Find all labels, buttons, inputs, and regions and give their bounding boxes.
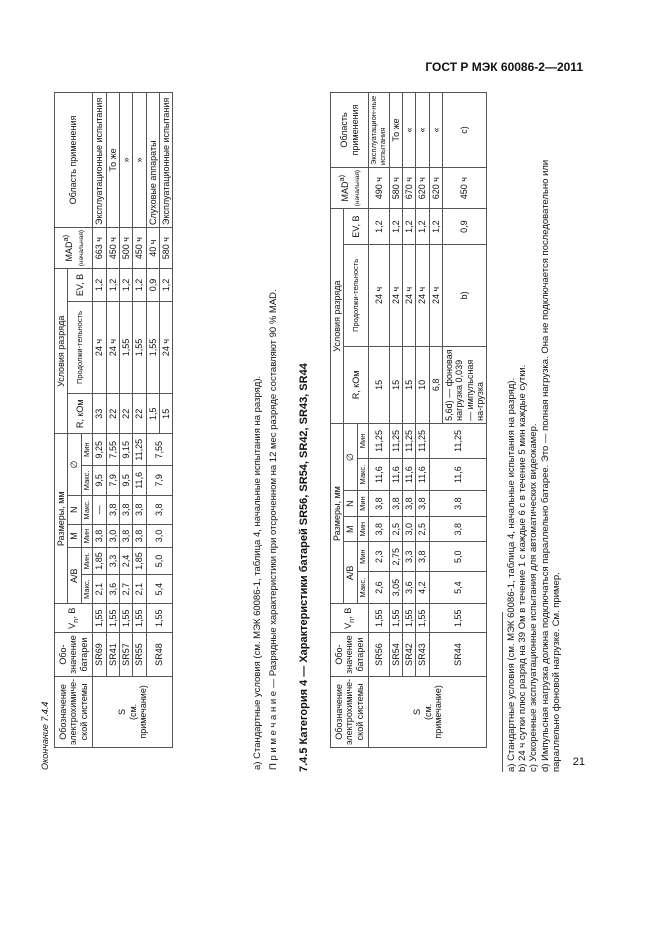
cell: 22 <box>133 394 146 434</box>
cell: 7,55 <box>146 434 173 466</box>
col-d-min: Мин <box>357 423 369 458</box>
battery-cell: SR42 <box>402 633 415 677</box>
cell: 580 ч <box>160 228 173 269</box>
cell: 3,3 <box>402 542 415 571</box>
cell: 5,0 <box>146 548 173 575</box>
system-cell: S (см. примечание) <box>369 676 487 747</box>
cell: 663 ч <box>93 228 106 269</box>
col-dimensions: Размеры, мм <box>55 434 68 604</box>
cell: 1,2 <box>106 269 119 301</box>
cell: 1,2 <box>93 269 106 301</box>
cell: 11,6 <box>429 458 487 490</box>
cell: 24 ч <box>402 244 415 346</box>
cell: 1,2 <box>429 209 442 245</box>
cell: 500 ч <box>120 228 133 269</box>
cell: 11,25 <box>429 423 487 458</box>
cell: 1,55 <box>416 604 429 633</box>
cell: c) <box>442 93 486 168</box>
table-row <box>369 93 389 748</box>
cell: 11,6 <box>369 458 389 490</box>
cell: 2,1 <box>133 574 146 603</box>
col-m-min: Мин <box>357 516 369 542</box>
footnote-c: c) Ускоренные эксплуатационные испытания для автоматических видеокамер. <box>528 423 540 772</box>
cell: 24 ч <box>106 301 119 394</box>
cell: 490 ч <box>369 168 389 209</box>
cell: 1,55 <box>389 604 402 633</box>
cell: 1,55 <box>106 604 119 633</box>
cell: « <box>416 93 429 168</box>
col-application: Область применения <box>55 93 93 228</box>
cell: 15 <box>160 394 173 434</box>
col-battery: Обо-значение батареи <box>331 633 369 677</box>
table1-footnote-a: a) Стандартные условия (см. МЭК 60086-1, таблица 4, начальные испытания на разряд). <box>252 375 263 770</box>
cell: 580 ч <box>389 168 402 209</box>
cell: 3,0 <box>106 524 119 547</box>
table-row <box>146 93 159 748</box>
cell: 11,25 <box>389 423 402 458</box>
table-row <box>429 93 442 748</box>
cell: 1,55 <box>146 604 173 633</box>
col-duration: Продолжи-тельность <box>344 244 369 346</box>
cell: 24 ч <box>369 244 389 346</box>
footnote-divider <box>502 612 503 772</box>
cell: 1,55 <box>120 604 133 633</box>
cell: 33 <box>93 394 106 434</box>
cell: 22 <box>120 394 133 434</box>
cell: 40 ч <box>146 228 159 269</box>
cell: 5,4 <box>429 571 487 603</box>
cell: 5,6d) — фоновая нагрузка 0,039 — импульсная на-грузка <box>442 346 486 423</box>
cell: Слуховые аппараты <box>146 93 159 228</box>
cell: 5,4 <box>146 574 173 603</box>
cell: 3,0 <box>146 524 173 547</box>
col-ab-min: Мин. <box>81 548 93 575</box>
cell: 3,6 <box>402 571 415 603</box>
cell: 1,2 <box>120 269 133 301</box>
col-d: ∅ <box>68 434 81 495</box>
col-designation: Обозначение электрохимиче-ской системы <box>331 676 369 747</box>
cell: 11,25 <box>133 434 146 466</box>
table-row <box>402 93 415 748</box>
cell: 24 ч <box>429 244 442 346</box>
cell: 11,6 <box>389 458 402 490</box>
cell: 24 ч <box>416 244 429 346</box>
cell: 1,2 <box>133 269 146 301</box>
battery-cell: SR54 <box>389 633 402 677</box>
cell: 2,5 <box>389 516 402 542</box>
cell: 3,8 <box>120 495 133 524</box>
cell: 1,5 <box>146 394 159 434</box>
col-mad: MAD$^{a)}$ (начальная) <box>331 168 369 209</box>
cell: 5,0 <box>429 542 487 571</box>
cell: 1,2 <box>402 209 415 245</box>
cell: 7,9 <box>146 466 173 495</box>
cell: 15 <box>402 346 415 423</box>
col-d-min: Мин <box>81 434 93 466</box>
cell: 2,7 <box>120 574 133 603</box>
cell: 450 ч <box>106 228 119 269</box>
cell: » <box>120 93 133 228</box>
cell: 9,15 <box>120 434 133 466</box>
cell: 2,4 <box>120 548 133 575</box>
col-mad: MAD$^{a)}$ (начальная) <box>55 228 93 269</box>
cell: 1,2 <box>416 209 429 245</box>
col-voltage: $V_n$, В <box>331 604 369 633</box>
col-dimensions: Размеры, мм <box>331 423 344 603</box>
cell: 620 ч <box>416 168 429 209</box>
cell: 1,2 <box>160 269 173 301</box>
col-discharge: Условия разряда <box>331 209 344 424</box>
cell: 1,2 <box>369 209 389 245</box>
cell: 0,9 <box>442 209 486 245</box>
col-r: R, кОм <box>344 346 369 423</box>
page-number: 21 <box>572 756 585 768</box>
col-ab-max: Макс. <box>357 571 369 603</box>
cell: 11,6 <box>133 466 146 495</box>
section-title: 7.4.5 Категория 4 — Характеристики батарей SR56, SR54, SR42, SR43, SR44 <box>298 363 310 772</box>
table-row <box>120 93 133 748</box>
col-ab-min: Мин <box>357 542 369 571</box>
cell: 1,55 <box>369 604 389 633</box>
cell: То же <box>389 93 402 168</box>
cell: 3,8 <box>120 524 133 547</box>
table-row <box>133 93 146 748</box>
footnote-a: a) Стандартные условия (см. МЭК 60086-1, таблица 4, начальные испытания на разряд). <box>506 377 517 772</box>
cell: 3,8 <box>133 524 146 547</box>
cell: 2,5 <box>416 516 429 542</box>
col-voltage: $V_n$, В <box>55 604 93 633</box>
cell: 670 ч <box>402 168 415 209</box>
col-d: ∅ <box>344 423 357 490</box>
col-n-min: Мин <box>357 491 369 517</box>
table-7-4-5 <box>330 92 487 748</box>
cell: Эксплуатацион-ные испытания <box>369 93 389 168</box>
table1-note: П р и м е ч а н и е — Разрядные характеристики при отсроченном на 12 мес разряде составляют 90 % MAD. <box>268 289 279 770</box>
cell: 3,05 <box>389 571 402 603</box>
cell: 3,8 <box>389 491 402 517</box>
battery-cell: SR48 <box>146 633 173 677</box>
battery-cell: SR57 <box>120 633 133 677</box>
col-designation: Обозначение электрохимиче-ской системы <box>55 676 93 747</box>
col-ab: A/B <box>68 548 81 604</box>
cell: 4,2 <box>416 571 429 603</box>
cell: » <box>133 93 146 228</box>
cell: 450 ч <box>133 228 146 269</box>
cell: 3,8 <box>133 495 146 524</box>
table-row <box>93 93 106 748</box>
cell: Эксплуатационные испытания <box>160 93 173 228</box>
col-r: R, кОм <box>68 394 93 434</box>
cell: 9,5 <box>93 466 106 495</box>
col-discharge: Условия разряда <box>55 269 68 434</box>
cell: 3,8 <box>402 491 415 517</box>
standard-header: ГОСТ Р МЭК 60086-2—2011 <box>425 60 583 74</box>
cell: « <box>402 93 415 168</box>
battery-cell: SR43 <box>416 633 429 677</box>
cell: 24 ч <box>93 301 106 394</box>
cell: 3,8 <box>429 491 487 517</box>
cell: 22 <box>106 394 119 434</box>
cell: 10 <box>416 346 429 423</box>
battery-cell: SR44 <box>429 633 487 677</box>
battery-cell: SR56 <box>369 633 389 677</box>
cell: 11,25 <box>402 423 415 458</box>
cell: 3,8 <box>416 491 429 517</box>
rotated-content <box>40 92 580 772</box>
cell: 2,75 <box>389 542 402 571</box>
cell: 1,85 <box>133 548 146 575</box>
col-application: Область применения <box>331 93 369 168</box>
footnote-d: d) Импульсная нагрузка должна подключаться параллельно батарее. Это — полная нагрузка. Она не подключается последовательно или параллельно фоновой нагрузке. См. пример. <box>539 159 562 772</box>
cell: 15 <box>389 346 402 423</box>
cell: 2,3 <box>369 542 389 571</box>
col-d-max: Макс. <box>357 458 369 490</box>
battery-cell: SR41 <box>106 633 119 677</box>
col-n: N <box>68 495 81 524</box>
cell: 1,85 <box>93 548 106 575</box>
cell: 620 ч <box>429 168 442 209</box>
cell: 11,6 <box>402 458 415 490</box>
cell: « <box>429 93 442 168</box>
cell: 1,2 <box>389 209 402 245</box>
cell: 1,55 <box>120 301 133 394</box>
cell: 6,8 <box>429 346 442 423</box>
cell: То же <box>106 93 119 228</box>
cell: 450 ч <box>442 168 486 209</box>
cell: 3,8 <box>416 542 429 571</box>
cell: 0,9 <box>146 269 159 301</box>
cell: 15 <box>369 346 389 423</box>
cell: b) <box>442 244 486 346</box>
table-row <box>416 93 429 748</box>
cell: 3,0 <box>402 516 415 542</box>
table-7-4-4 <box>54 92 173 748</box>
battery-cell: SR69 <box>93 633 106 677</box>
cell: 1,55 <box>146 301 159 394</box>
col-ab: A/B <box>344 542 357 604</box>
col-m: M <box>344 516 357 542</box>
cell: 3,8 <box>146 495 173 524</box>
cell: 1,55 <box>93 604 106 633</box>
cell: 3,8 <box>106 495 119 524</box>
cell: 3,8 <box>93 524 106 547</box>
cell: 3,8 <box>429 516 487 542</box>
col-battery: Обо-значение батареи <box>55 633 93 677</box>
cell: 3,8 <box>369 516 389 542</box>
cell: 3,3 <box>106 548 119 575</box>
col-ab-max: Макс. <box>81 574 93 603</box>
table-row <box>106 93 119 748</box>
system-cell: S (см. примечание) <box>93 676 173 747</box>
table-row <box>389 93 402 748</box>
footnotes <box>506 112 562 772</box>
cell: 2,6 <box>369 571 389 603</box>
cell: 1,55 <box>133 604 146 633</box>
col-duration: Продолжи-тельность <box>68 301 93 394</box>
col-n: N <box>344 491 357 517</box>
col-n-max: Макс. <box>81 495 93 524</box>
col-m-min: Мин <box>81 524 93 547</box>
cell: Эксплуатационные испытания <box>93 93 106 228</box>
cell: 7,55 <box>106 434 119 466</box>
col-ev: EV, В <box>68 269 93 301</box>
cell: 7,9 <box>106 466 119 495</box>
battery-cell: SR55 <box>133 633 146 677</box>
cell: 11,6 <box>416 458 429 490</box>
cell: 24 ч <box>160 301 173 394</box>
continuation-label: Окончание 7.4.4 <box>40 701 50 770</box>
cell: 9,25 <box>93 434 106 466</box>
cell: 11,25 <box>416 423 429 458</box>
col-d-max: Макс. <box>81 466 93 495</box>
cell: 1,55 <box>402 604 415 633</box>
col-ev: EV, В <box>344 209 369 245</box>
cell: 2,1 <box>93 574 106 603</box>
footnote-b: b) 24 ч сутки плюс разряд на 39 Ом в течение 1 с каждые 6 с в течение 5 мин каждые сутки. <box>517 364 529 772</box>
cell: — <box>93 495 106 524</box>
cell: 11,25 <box>369 423 389 458</box>
cell: 3,6 <box>106 574 119 603</box>
cell: 3,8 <box>369 491 389 517</box>
cell: 1,55 <box>133 301 146 394</box>
col-m: M <box>68 524 81 547</box>
cell: 1,55 <box>429 604 487 633</box>
cell: 24 ч <box>389 244 402 346</box>
cell: 9,5 <box>120 466 133 495</box>
